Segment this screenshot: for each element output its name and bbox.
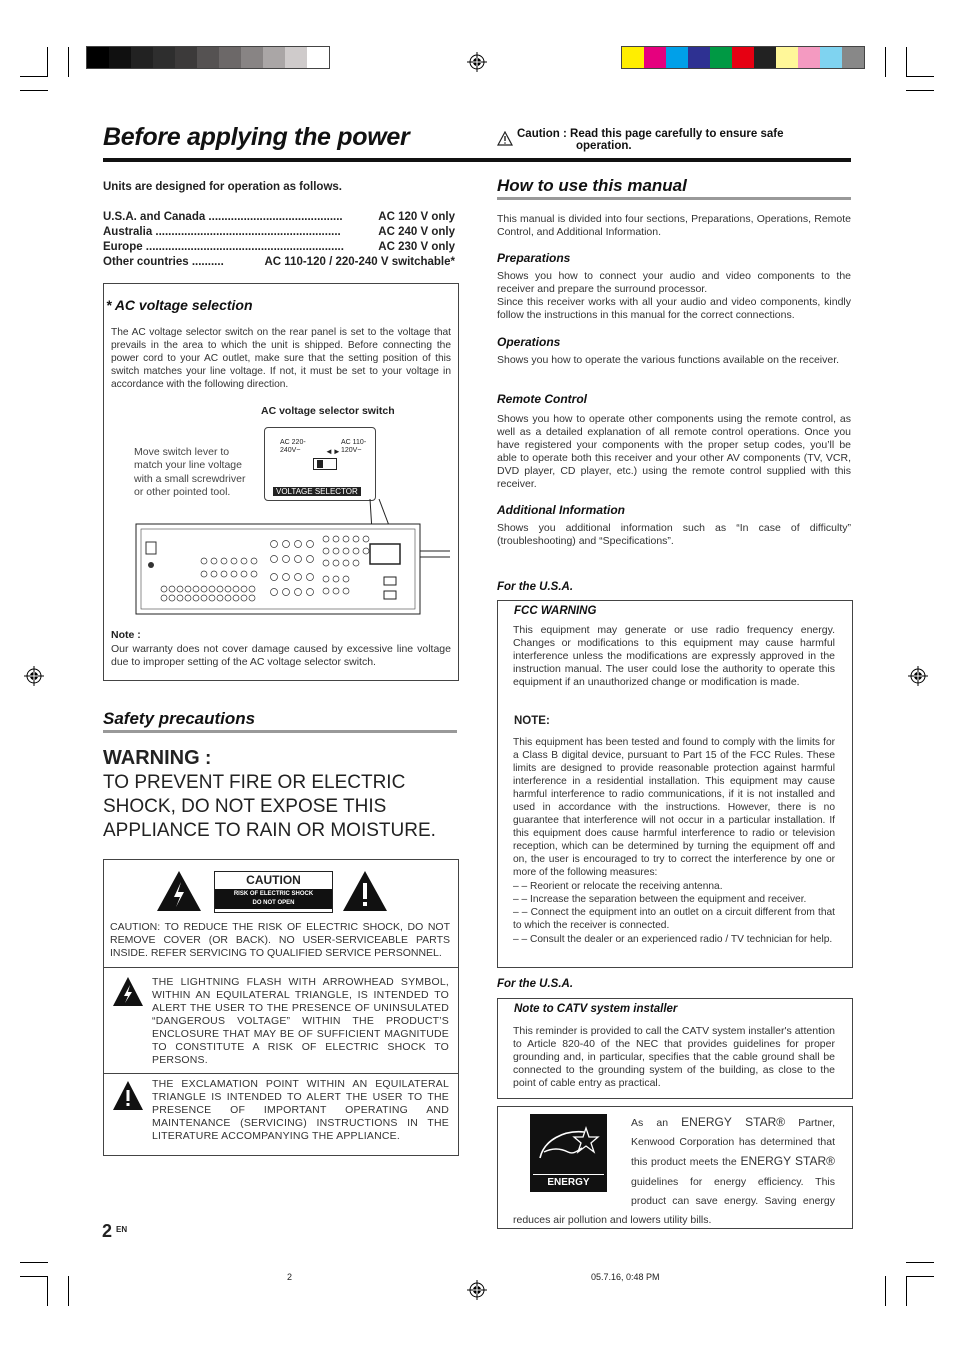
voltage-row xyxy=(103,211,455,223)
calibration-swatch xyxy=(666,47,688,68)
crop-mark xyxy=(906,76,934,77)
caution-subtitle xyxy=(215,889,332,909)
section-title: Operations xyxy=(497,335,561,349)
calibration-swatch xyxy=(732,47,754,68)
registration-mark-icon xyxy=(467,52,487,72)
manual-intro: This manual is divided into four sections, Preparations, Operations, Remote Control, and Additional Information. xyxy=(497,213,851,238)
calibration-swatch xyxy=(285,47,307,68)
section-title: Remote Control xyxy=(497,392,587,406)
energy-brand: ENERGY STAR® xyxy=(740,1154,835,1169)
energy-star-text xyxy=(513,1113,835,1230)
calibration-swatch xyxy=(241,47,263,68)
warning-colon: : xyxy=(199,748,212,769)
registration-mark-icon xyxy=(24,666,44,686)
calibration-swatch xyxy=(776,47,798,68)
logo-float-spacer xyxy=(513,1113,631,1209)
fcc-box xyxy=(497,600,853,968)
switch-caption: VOLTAGE SELECTOR xyxy=(273,487,361,496)
calibration-swatch xyxy=(842,47,864,68)
registration-mark-icon xyxy=(467,1280,487,1300)
crop-mark xyxy=(20,1262,48,1263)
caution-note-line1: Caution : Read this page carefully to ensure safe xyxy=(517,128,784,140)
calibration-swatch xyxy=(754,47,776,68)
crop-mark xyxy=(20,76,48,77)
manual-rule xyxy=(497,197,851,200)
fcc-note-title: NOTE: xyxy=(514,715,550,727)
crop-mark xyxy=(906,1276,907,1306)
section-text: Shows you how to connect your audio and video components to the receiver and prepare the surround processor. Since this receiver works with all your audio and video components, kindly follow the instructions in this manual for the correct connections. xyxy=(497,270,851,321)
divider xyxy=(104,1073,458,1074)
lightning-text: THE LIGHTNING FLASH WITH ARROWHEAD SYMBOL, WITHIN AN EQUILATERAL TRIANGLE, IS INTENDED TO ALERT THE USER TO THE PRESENCE OF UNINSULATED “DANGEROUS VOLTAGE” WITHIN THE PRODUCT’S ENCLOSURE THAT MAY BE OF SUFFICIENT MAGNITUDE TO CONSTITUTE A RISK OF ELECTRIC SHOCK TO PERSONS. xyxy=(152,976,449,1066)
warning-label: WARNING xyxy=(103,747,200,769)
diagram-label: AC voltage selector switch xyxy=(261,405,395,417)
rear-panel-illustration xyxy=(134,499,450,615)
color-calibration-bar xyxy=(621,46,865,69)
ac-selection-text: The AC voltage selector switch on the rear panel is set to the voltage that prevails in the area to which the unit is shipped. Before connecting the power cord to your AC outlet, make sure that the setting position of this switch matches your line voltage. If not, it must be set to your voltage in accordance with the following direction. xyxy=(111,327,451,390)
ac-voltage-selection-box xyxy=(103,283,459,681)
energy-text-prefix: As an xyxy=(631,1117,682,1129)
calibration-swatch xyxy=(153,47,175,68)
calibration-swatch xyxy=(219,47,241,68)
calibration-swatch xyxy=(87,47,109,68)
crop-mark xyxy=(885,1276,886,1306)
switch-right-label: AC 110-120V~ xyxy=(341,439,367,454)
lightning-triangle-icon xyxy=(112,976,144,1008)
crop-mark xyxy=(20,1276,48,1277)
safety-rule xyxy=(103,730,457,733)
calibration-swatch xyxy=(644,47,666,68)
voltage-region: Australia .......................................................... xyxy=(103,226,341,238)
voltage-intro: Units are designed for operation as follows. xyxy=(103,181,342,193)
registration-mark-icon xyxy=(908,666,928,686)
crop-mark xyxy=(47,47,48,77)
fcc-region-label: For the U.S.A. xyxy=(497,581,574,593)
crop-mark xyxy=(906,90,934,91)
caution-title: CAUTION xyxy=(246,873,301,887)
voltage-value: AC 110-120 / 220-240 V switchable* xyxy=(264,256,455,268)
voltage-region: Europe .............................................................. xyxy=(103,241,344,253)
voltage-region: Other countries .......... xyxy=(103,256,224,268)
section-title: Additional Information xyxy=(497,503,625,517)
section-text: Shows you additional information such as “In case of difficulty” (troubleshooting) and “Specifications”. xyxy=(497,522,851,547)
voltage-region: U.S.A. and Canada .......................................... xyxy=(103,211,343,223)
caution-sub2: DO NOT OPEN xyxy=(252,899,295,906)
print-stamp: 05.7.16, 0:48 PM xyxy=(591,1272,660,1282)
crop-mark xyxy=(68,47,69,77)
note-label: Note : xyxy=(111,629,141,641)
crop-mark xyxy=(68,1276,69,1306)
voltage-value: AC 120 V only xyxy=(378,211,455,223)
caution-note-line2: operation. xyxy=(576,140,632,152)
voltage-value: AC 230 V only xyxy=(378,241,455,253)
calibration-swatch xyxy=(798,47,820,68)
calibration-swatch xyxy=(820,47,842,68)
manual-heading: How to use this manual xyxy=(497,176,687,195)
warning-triangle-icon xyxy=(497,131,513,146)
catv-title: Note to CATV system installer xyxy=(514,1003,678,1015)
lightning-triangle-icon xyxy=(156,870,202,912)
exclamation-triangle-icon xyxy=(342,870,388,912)
print-page: 2 xyxy=(287,1272,293,1282)
calibration-swatch xyxy=(688,47,710,68)
ac-selection-heading: * AC voltage selection xyxy=(106,297,253,313)
voltage-row xyxy=(103,256,455,268)
exclamation-triangle-icon xyxy=(112,1080,144,1112)
fcc-measure: – – Consult the dealer or an experienced radio / TV technician for help. xyxy=(513,934,833,945)
calibration-swatch xyxy=(622,47,644,68)
energy-star-logo-text: ENERGY STAR xyxy=(533,1174,604,1190)
catv-box xyxy=(497,998,853,1099)
voltage-selector-switch xyxy=(264,427,376,501)
calibration-swatch xyxy=(263,47,285,68)
page-title: Before applying the power xyxy=(103,123,410,151)
crop-mark xyxy=(906,47,907,77)
caution-note xyxy=(517,128,783,152)
divider xyxy=(104,967,458,968)
section-title: Preparations xyxy=(497,251,571,265)
fcc-measure: – – Reorient or relocate the receiving antenna. xyxy=(513,881,723,892)
voltage-row xyxy=(103,226,455,238)
caution-label-box xyxy=(214,871,333,913)
energy-brand: ENERGY STAR® xyxy=(681,1115,786,1129)
fcc-text: This equipment may generate or use radio frequency energy. Changes or modifications to this equipment may cause harmful interference unless the modifications are expressly approved in the instruction manual. The user could lose the authority to operate this equipment if an unauthorized change or modification is made. xyxy=(513,624,835,688)
fcc-measure: – – Increase the separation between the equipment and receiver. xyxy=(513,894,807,905)
crop-mark xyxy=(906,1276,934,1277)
calibration-swatch xyxy=(175,47,197,68)
fcc-title: FCC WARNING xyxy=(514,605,597,617)
calibration-swatch xyxy=(710,47,732,68)
section-text: Shows you how to operate other components using the remote control, as well as a detailed explanation of all remote control operations. Once you have registered your components with the proper setup codes, you’ll be able to operate both this receiver and your other AV components (TV, VCR, DVD player, CD player, etc.) using the remote control supplied with this receiver. xyxy=(497,413,851,490)
caution-box xyxy=(103,859,459,1156)
grayscale-calibration-bar xyxy=(86,46,330,69)
energy-text-mid: Partner, Kenwood Corporation has determined that this product meets the xyxy=(631,1117,835,1169)
catv-region-label: For the U.S.A. xyxy=(497,978,574,990)
warning-block xyxy=(103,746,463,843)
note-text: Our warranty does not cover damage caused by excessive line voltage due to improper setting of the AC voltage selector switch. xyxy=(111,643,451,668)
switch-arrows-icon: ◄► xyxy=(325,447,341,456)
caution-text: CAUTION: TO REDUCE THE RISK OF ELECTRIC SHOCK, DO NOT REMOVE COVER (OR BACK). NO USER-SERVICEABLE PARTS INSIDE. REFER SERVICING TO QUALIFIED SERVICE PERSONNEL. xyxy=(110,921,450,959)
energy-star-box xyxy=(497,1106,853,1229)
switch-left-label: AC 220-240V~ xyxy=(280,439,306,454)
switch-slot xyxy=(313,458,337,470)
fcc-note-text: This equipment has been tested and found to comply with the limits for a Class B digital device, pursuant to Part 15 of the FCC Rules. These limits are designed to provide reasonable protection against harmful interference in a residential installation. This equipment may cause harmful interference to radio communications, if it is not installed and used in accordance with the instructions. However, there is no guarantee that interference will not occur in a particular installation. If this equipment does cause harmful interference to radio or television reception, which can be determined by turning the equipment off and on, the user is encouraged to try to correct the interference by one or more of the following measures: xyxy=(513,737,835,878)
crop-mark xyxy=(20,90,48,91)
voltage-value: AC 240 V only xyxy=(378,226,455,238)
calibration-swatch xyxy=(197,47,219,68)
catv-text: This reminder is provided to call the CATV system installer's attention to Article 820-40 of the NEC that provides guidelines for proper grounding and, in particular, specifies that the cable ground shall be connected to the grounding system of the building, as close to the point of cable entry as practical. xyxy=(513,1025,835,1089)
calibration-swatch xyxy=(109,47,131,68)
energy-text-end: guidelines for energy efficiency. This product can save energy. Saving energy reduces air pollution and lowers utility bills. xyxy=(513,1175,835,1227)
calibration-swatch xyxy=(131,47,153,68)
fcc-measure: – – Connect the equipment into an outlet on a circuit different from that to which the receiver is connected. xyxy=(513,907,835,931)
caution-sub1: RISK OF ELECTRIC SHOCK xyxy=(233,891,314,897)
page-number: 2 xyxy=(102,1221,113,1241)
section-text: Shows you how to operate the various functions available on the receiver. xyxy=(497,354,840,366)
crop-mark xyxy=(47,1276,48,1306)
calibration-swatch xyxy=(307,47,329,68)
exclaim-text: THE EXCLAMATION POINT WITHIN AN EQUILATERAL TRIANGLE IS INTENDED TO ALERT THE USER TO THE PRESENCE OF IMPORTANT OPERATING AND MAINTENANCE (SERVICING) INSTRUCTIONS IN THE LITERATURE ACCOMPANYING THE APPLIANCE. xyxy=(152,1078,449,1142)
crop-mark xyxy=(906,1262,934,1263)
safety-heading: Safety precautions xyxy=(103,709,256,728)
language-code: EN xyxy=(116,1225,128,1234)
crop-mark xyxy=(885,47,886,77)
instruction-text: Move switch lever to match your line voltage with a small screwdriver or other pointed tool. xyxy=(134,446,246,499)
voltage-row xyxy=(103,241,455,253)
title-rule xyxy=(103,158,851,162)
warning-text: TO PREVENT FIRE OR ELECTRIC SHOCK, DO NOT EXPOSE THIS APPLIANCE TO RAIN OR MOISTURE. xyxy=(103,772,436,841)
